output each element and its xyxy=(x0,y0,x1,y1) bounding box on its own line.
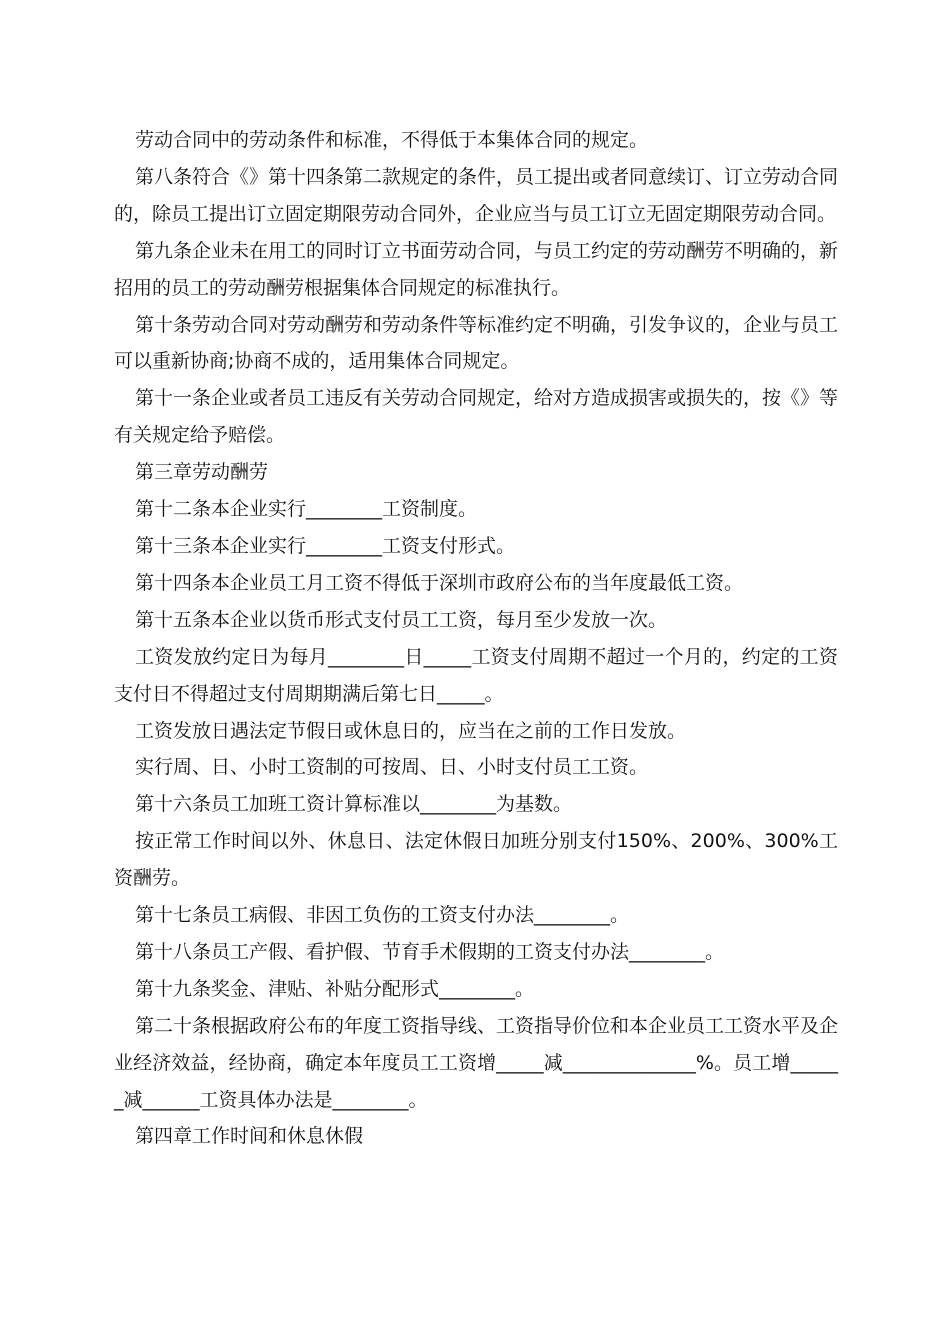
paragraph: 劳动合同中的劳动条件和标准，不得低于本集体合同的规定。 xyxy=(135,129,649,151)
article-9: 第九条企业未在用工的同时订立书面劳动合同，与员工约定的劳动酬劳不明确的，新招用的员工的劳动酬劳根据集体合同规定的标准执行。 xyxy=(114,239,839,299)
article-20: 第二十条根据政府公布的年度工资指导线、工资指导价位和本企业员工工资水平及企业经济效益，经协商，确定本年度员工工资增_____减______________%。员工增______减______工资具体办法是________。 xyxy=(114,1014,839,1111)
article-10: 第十条劳动合同对劳动酬劳和劳动条件等标准约定不明确，引发争议的，企业与员工可以重新协商;协商不成的，适用集体合同规定。 xyxy=(114,313,839,373)
article-13: 第十三条本企业实行________工资支付形式。 xyxy=(135,534,516,557)
document-body xyxy=(114,122,838,1155)
chapter-3-heading: 第三章劳动酬劳 xyxy=(135,461,269,484)
article-14: 第十四条本企业员工月工资不得低于深圳市政府公布的当年度最低工资。 xyxy=(135,571,744,594)
article-16: 第十六条员工加班工资计算标准以________为基数。 xyxy=(135,793,573,816)
article-19: 第十九条奖金、津贴、补贴分配形式________。 xyxy=(135,977,535,1000)
article-8: 第八条符合《》第十四条第二款规定的条件，员工提出或者同意续订、订立劳动合同的，除员工提出订立固定期限劳动合同外，企业应当与员工订立无固定期限劳动合同。 xyxy=(114,165,839,225)
paragraph: 按正常工作时间以外、休息日、法定休假日加班分别支付150%、200%、300%工资酬劳。 xyxy=(114,830,838,890)
article-15: 第十五条本企业以货币形式支付员工工资，每月至少发放一次。 xyxy=(135,608,668,631)
article-17: 第十七条员工病假、非因工负伤的工资支付办法________。 xyxy=(135,904,630,927)
chapter-4-heading: 第四章工作时间和休息休假 xyxy=(135,1125,364,1148)
article-12: 第十二条本企业实行________工资制度。 xyxy=(135,498,478,521)
paragraph: 工资发放约定日为每月________日_____工资支付周期不超过一个月的，约定的工资支付日不得超过支付周期期满后第七日_____。 xyxy=(114,645,838,705)
article-11: 第十一条企业或者员工违反有关劳动合同规定，给对方造成损害或损失的，按《》等有关规定给予赔偿。 xyxy=(114,387,839,447)
paragraph: 实行周、日、小时工资制的可按周、日、小时支付员工工资。 xyxy=(135,756,649,779)
paragraph: 工资发放日遇法定节假日或休息日的，应当在之前的工作日发放。 xyxy=(135,719,687,742)
article-18: 第十八条员工产假、看护假、节育手术假期的工资支付办法________。 xyxy=(135,940,725,963)
